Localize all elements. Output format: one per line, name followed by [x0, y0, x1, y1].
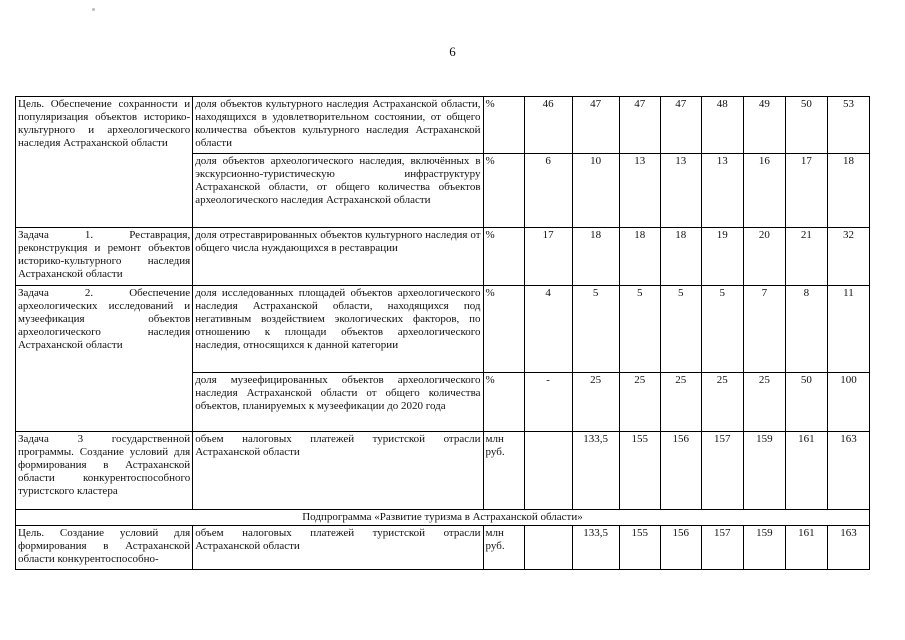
- indicator-cell: доля музеефицированных объектов археологического наследия Астраханской области от общего количества объектов, планируемых к музеефикации до 2020 года: [193, 373, 483, 432]
- table-row: [16, 286, 870, 373]
- value-cell: 21: [785, 228, 827, 286]
- value-cell: 163: [827, 526, 869, 570]
- value-cell: 155: [619, 526, 660, 570]
- unit-cell: млн руб.: [483, 432, 524, 510]
- value-cell: 16: [743, 154, 785, 228]
- value-cell: 25: [660, 373, 701, 432]
- value-cell: -: [524, 373, 572, 432]
- unit-cell: %: [483, 286, 524, 373]
- value-cell: 18: [619, 228, 660, 286]
- value-cell: 47: [572, 97, 619, 154]
- value-cell: 13: [701, 154, 743, 228]
- value-cell: 10: [572, 154, 619, 228]
- value-cell: [524, 526, 572, 570]
- page-number: 6: [449, 44, 456, 59]
- value-cell: 25: [701, 373, 743, 432]
- value-cell: 163: [827, 432, 869, 510]
- indicator-cell: доля отреставрированных объектов культурного наследия от общего числа нуждающихся в реставрации: [193, 228, 483, 286]
- value-cell: 20: [743, 228, 785, 286]
- value-cell: 161: [785, 526, 827, 570]
- value-cell: 161: [785, 432, 827, 510]
- value-cell: 25: [572, 373, 619, 432]
- value-cell: 47: [660, 97, 701, 154]
- indicator-cell: доля исследованных площадей объектов археологического наследия Астраханской области, находящихся под негативным воздействием экологических факторов, по отношению к площади объектов археологического наследия, относящихся к данной категории: [193, 286, 483, 373]
- unit-cell: %: [483, 154, 524, 228]
- goal-cell: Задача 2. Обеспечение археологических исследований и музеефикация объектов археологического наследия Астраханской области: [16, 286, 193, 432]
- goal-cell: Задача 3 государственной программы. Создание условий для формирования в Астраханской области конкурентоспособного туристского кластера: [16, 432, 193, 510]
- value-cell: 5: [660, 286, 701, 373]
- value-cell: 13: [619, 154, 660, 228]
- value-cell: 50: [785, 97, 827, 154]
- value-cell: 157: [701, 432, 743, 510]
- value-cell: 18: [660, 228, 701, 286]
- value-cell: 159: [743, 526, 785, 570]
- value-cell: 133,5: [572, 432, 619, 510]
- table-row: [16, 228, 870, 286]
- value-cell: 47: [619, 97, 660, 154]
- subprogram-header-row: [16, 510, 870, 526]
- table-row: [16, 432, 870, 510]
- value-cell: [524, 432, 572, 510]
- table-row: [16, 526, 870, 570]
- value-cell: 19: [701, 228, 743, 286]
- unit-cell: %: [483, 373, 524, 432]
- value-cell: 53: [827, 97, 869, 154]
- value-cell: 4: [524, 286, 572, 373]
- goal-cell: Задача 1. Реставрация, реконструкция и ремонт объектов историко-культурного наследия Астраханской области: [16, 228, 193, 286]
- value-cell: 159: [743, 432, 785, 510]
- goal-cell: Цель. Создание условий для формирования в Астраханской области конкурентоспособно-: [16, 526, 193, 570]
- value-cell: 155: [619, 432, 660, 510]
- value-cell: 48: [701, 97, 743, 154]
- value-cell: 18: [827, 154, 869, 228]
- value-cell: 100: [827, 373, 869, 432]
- value-cell: 46: [524, 97, 572, 154]
- indicator-cell: объем налоговых платежей туристской отрасли Астраханской области: [193, 526, 483, 570]
- scan-speck: [92, 8, 95, 11]
- value-cell: 25: [619, 373, 660, 432]
- subprogram-title: Подпрограмма «Развитие туризма в Астраханской области»: [16, 510, 870, 526]
- table-row: [16, 97, 870, 154]
- value-cell: 156: [660, 432, 701, 510]
- value-cell: 156: [660, 526, 701, 570]
- unit-cell: млн руб.: [483, 526, 524, 570]
- value-cell: 5: [619, 286, 660, 373]
- value-cell: 18: [572, 228, 619, 286]
- value-cell: 5: [572, 286, 619, 373]
- value-cell: 7: [743, 286, 785, 373]
- value-cell: 25: [743, 373, 785, 432]
- unit-cell: %: [483, 97, 524, 154]
- value-cell: 17: [524, 228, 572, 286]
- indicator-cell: доля объектов археологического наследия, включённых в экскурсионно-туристическую инфраструктуру Астраханской области, от общего количества объектов археологического наследия Астраханской области: [193, 154, 483, 228]
- value-cell: 5: [701, 286, 743, 373]
- indicator-cell: доля объектов культурного наследия Астраханской области, находящихся в удовлетворительном состоянии, от общего количества объектов культурного наследия Астраханской области: [193, 97, 483, 154]
- value-cell: 6: [524, 154, 572, 228]
- goal-cell: Цель. Обеспечение сохранности и популяризация объектов историко-культурного и археологического наследия Астраханской области: [16, 97, 193, 228]
- unit-cell: %: [483, 228, 524, 286]
- value-cell: 50: [785, 373, 827, 432]
- indicators-table: [15, 96, 870, 570]
- value-cell: 49: [743, 97, 785, 154]
- value-cell: 11: [827, 286, 869, 373]
- value-cell: 32: [827, 228, 869, 286]
- value-cell: 8: [785, 286, 827, 373]
- value-cell: 133,5: [572, 526, 619, 570]
- value-cell: 13: [660, 154, 701, 228]
- value-cell: 157: [701, 526, 743, 570]
- value-cell: 17: [785, 154, 827, 228]
- indicator-cell: объем налоговых платежей туристской отрасли Астраханской области: [193, 432, 483, 510]
